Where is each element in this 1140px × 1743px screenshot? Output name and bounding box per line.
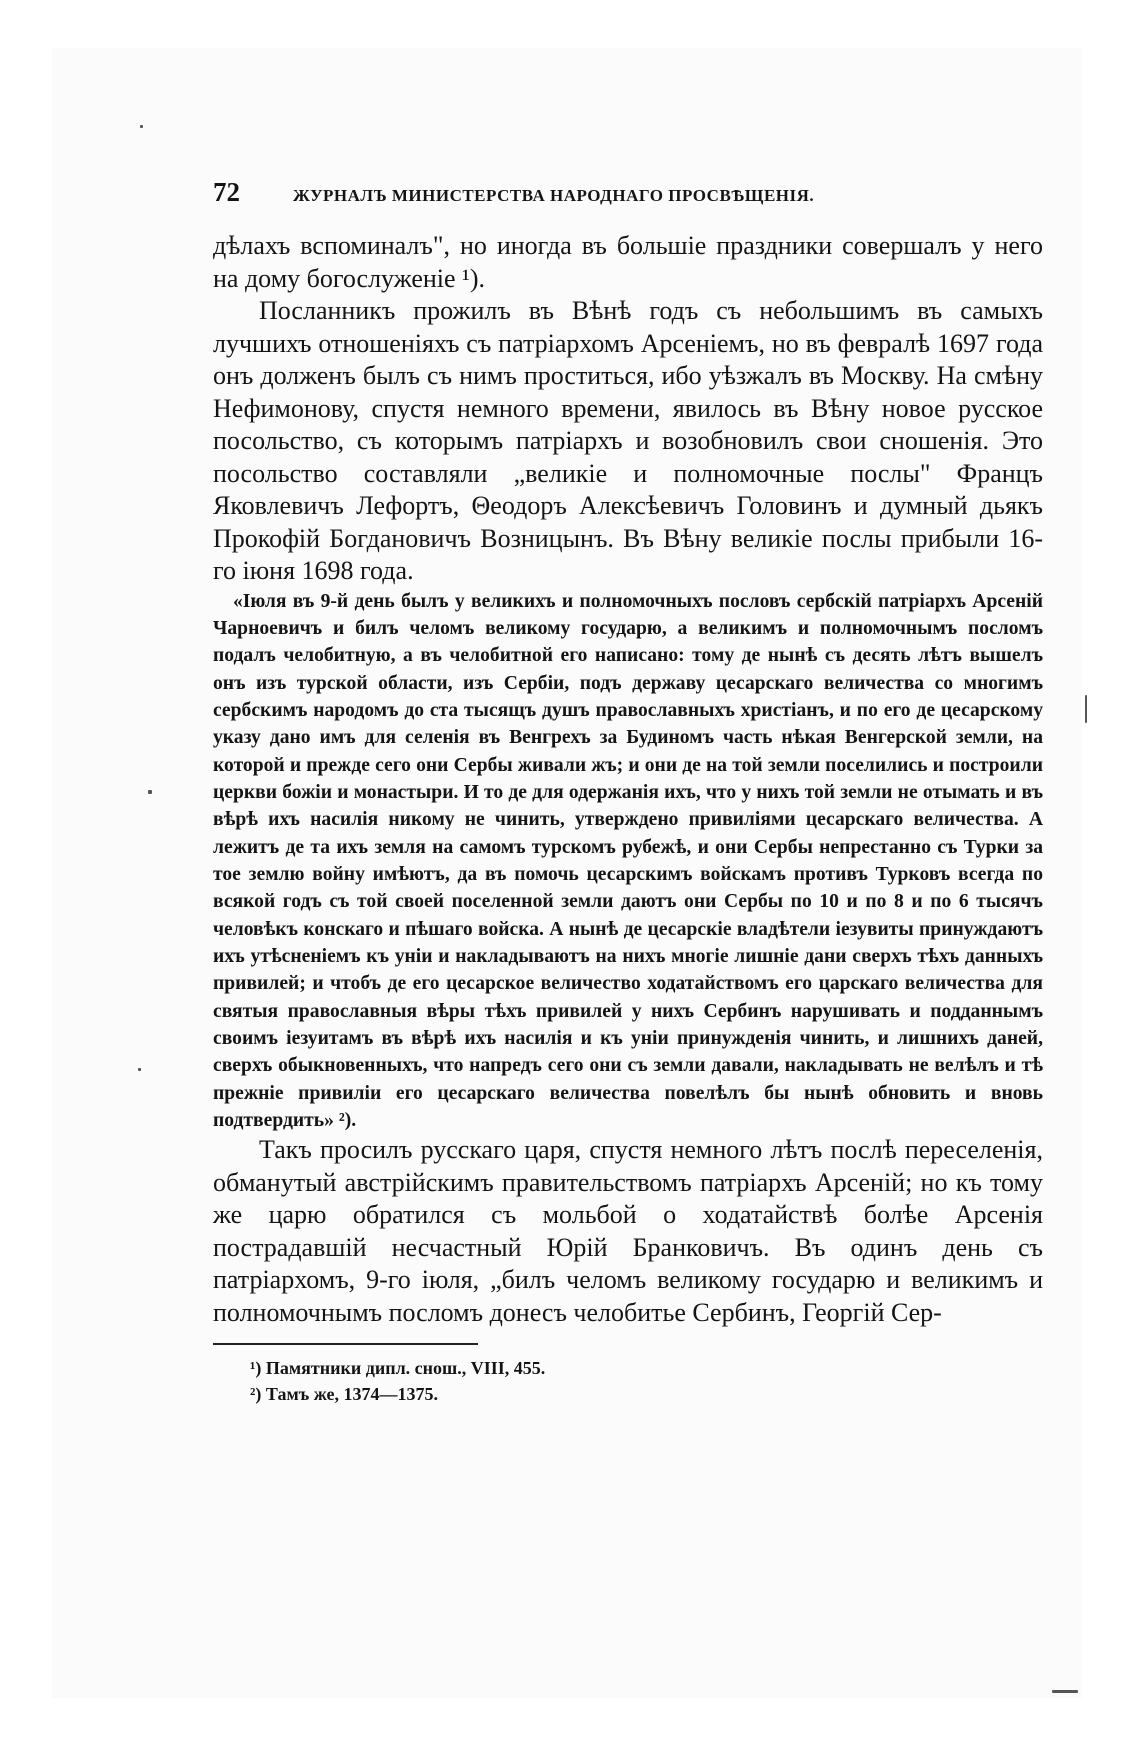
paragraph-continuation: дѣлахъ вспоминалъ", но иногда въ большіе праздники совершалъ у него на дому богослуженіе ¹).: [213, 231, 1043, 293]
page-number: 72: [213, 177, 240, 207]
main-text: [213, 230, 1043, 1329]
scan-speck: [138, 1068, 141, 1071]
running-title: ЖУРНАЛЪ МИНИСТЕРСТВА НАРОДНАГО ПРОСВѢЩЕНІЯ.: [293, 186, 815, 205]
footnote-divider: [213, 1343, 478, 1345]
paragraph-ambassador: Посланникъ прожилъ въ Вѣнѣ годъ съ небольшимъ въ самыхъ лучшихъ отношеніяхъ съ патріархомъ Арсеніемъ, но въ февралѣ 1697 года онъ долженъ былъ съ нимъ проститься, ибо уѣзжалъ въ Москву. На смѣну Нефимонову, спустя немного времени, явилось въ Вѣну новое русское посольство, съ которымъ патріархъ и возобновилъ свои сношенія. Это посольство составляли „великіе и полномочные послы" Францъ Яковлевичъ Лефортъ, Θеодоръ Алексѣевичъ Головинъ и думный дьякъ Прокофій Богдановичъ Возницынъ. Въ Вѣну великіе послы прибыли 16-го іюня 1698 года.: [213, 296, 1043, 585]
scan-speck: [1085, 695, 1087, 723]
block-quote-petition: «Іюля въ 9-й день былъ у великихъ и полномочныхъ пословъ сербскій патріархъ Арсеній Чарноевичъ и билъ челомъ великому государю, а великимъ и полномочнымъ посломъ подалъ челобитную, а въ челобитной его написано: тому де нынѣ съ десять лѣтъ вышелъ онъ изъ турской области, изъ Сербіи, подъ державу цесарскаго величества со многимъ сербскимъ народомъ до ста тысящъ душъ православныхъ христіанъ, и по его де цесарскому указу дано имъ для селенія въ Венгрехъ за Будиномъ часть нѣкая Венгерской земли, на которой и прежде сего они Сербы живали жъ; и они де на той земли поселились и построили церкви божіи и монастыри. И то де для одержанія ихъ, что у нихъ той земли не отымать и въ вѣрѣ ихъ насилія никому не чинить, утверждено привиліями цесарскаго величества. А лежитъ де та ихъ земля на самомъ турскомъ рубежѣ, и они Сербы непрестанно съ Турки за тое землю войну имѣютъ, да въ помочь цесарскимъ войскамъ противъ Турковъ всегда по всякой годъ съ той своей поселенной земли даютъ они Сербы по 10 и по 8 и по 6 тысячъ человѣкъ конскаго и пѣшаго войска. А нынѣ де цесарскіе владѣтели іезувиты принуждаютъ ихъ утѣсненіемъ къ уніи и накладываютъ на нихъ многіе лишніе дани сверхъ тѣхъ данныхъ привилей; и чтобъ де его цесарское величество ходатайствомъ его царскаго величества для святыя православныя вѣры тѣхъ привилей у нихъ Сербинъ нарушивать и подданнымъ своимъ іезуитамъ въ вѣрѣ ихъ насилія и къ уніи принужденія чинить, и лишнихъ даней, сверхъ обыкновенныхъ, что напредъ сего они съ земли давали, накладывать не велѣлъ и тѣ прежніе привиліи его цесарскаго величества повелѣлъ бы нынѣ обновить и вновь подтвердить» ²).: [213, 590, 1043, 1132]
footnotes: [250, 1355, 850, 1407]
footnote-2: ²) Тамъ же, 1374—1375.: [250, 1384, 439, 1404]
page-header: [213, 177, 943, 208]
scan-speck: [1052, 1690, 1078, 1693]
footnote-1: ¹) Памятники дипл. снош., VIII, 455.: [250, 1358, 546, 1378]
scan-speck: [140, 125, 143, 128]
scan-speck: [148, 790, 152, 794]
paragraph-tsar-request: Такъ просилъ русскаго царя, спустя немного лѣтъ послѣ переселенія, обманутый австрійскимъ правительствомъ патріархъ Арсеній; но къ тому же царю обратился съ мольбой о ходатайствѣ болѣе Арсенія пострадавшій несчастный Юрій Бранковичъ. Въ одинъ день съ патріархомъ, 9-го іюля, „билъ челомъ великому государю и великимъ и полномочнымъ посломъ донесъ челобитье Сербинъ, Георгій Сер-: [213, 1135, 1043, 1327]
